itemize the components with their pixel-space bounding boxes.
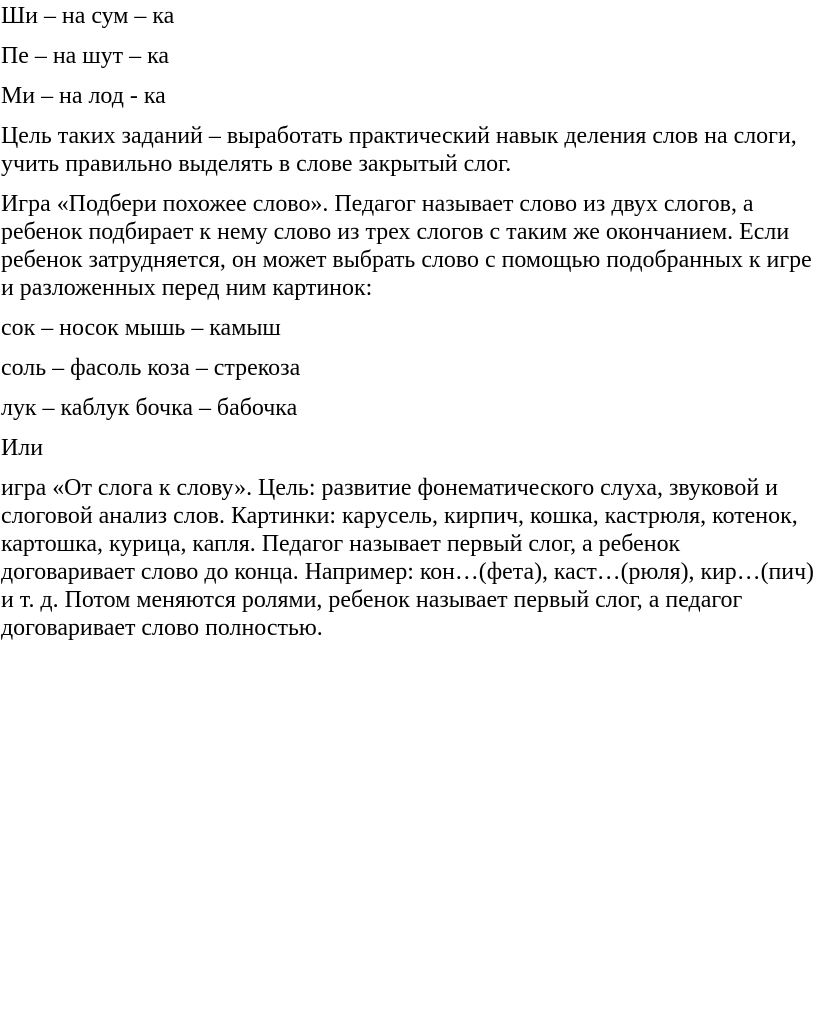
text-line: Пе – на шут – ка — [1, 43, 169, 69]
paragraph — [1, 394, 816, 422]
text-line: Ши – на сум – ка — [1, 3, 175, 29]
paragraph — [1, 2, 816, 30]
text-line: ребенок затрудняется, он может выбрать слово с помощью подобранных к игре — [1, 247, 812, 273]
text-line: Или — [1, 435, 44, 461]
text-line: Игра «Подбери похожее слово». Педагог называет слово из двух слогов, а — [1, 191, 754, 217]
text-line: и т. д. Потом меняются ролями, ребенок называет первый слог, а педагог — [1, 587, 743, 613]
paragraph — [1, 42, 816, 70]
text-line: картошка, курица, капля. Педагог называет первый слог, а ребенок — [1, 531, 681, 557]
paragraph — [1, 354, 816, 382]
text-line: игра «От слога к слову». Цель: развитие фонематического слуха, звуковой и — [1, 475, 778, 501]
text-line: сок – носок мышь – камыш — [1, 315, 281, 341]
text-line: соль – фасоль коза – стрекоза — [1, 355, 301, 381]
paragraph — [1, 122, 816, 178]
text-line: и разложенных перед ним картинок: — [1, 275, 373, 301]
paragraph — [1, 190, 816, 302]
text-line: Цель таких заданий – выработать практический навык деления слов на слоги, — [1, 123, 797, 149]
document-page — [1, 2, 816, 654]
text-line: ребенок подбирает к нему слово из трех слогов с таким же окончанием. Если — [1, 219, 790, 245]
text-line: учить правильно выделять в слове закрытый слог. — [1, 151, 512, 177]
text-line: договаривает слово полностью. — [1, 615, 323, 641]
text-line: договаривает слово до конца. Например: кон…(фета), каст…(рюля), кир…(пич) — [1, 559, 815, 585]
paragraph — [1, 314, 816, 342]
text-line: лук – каблук бочка – бабочка — [1, 395, 298, 421]
paragraph — [1, 474, 816, 642]
paragraph — [1, 82, 816, 110]
text-line: Ми – на лод - ка — [1, 83, 166, 109]
paragraph — [1, 434, 816, 462]
text-line: слоговой анализ слов. Картинки: карусель, кирпич, кошка, кастрюля, котенок, — [1, 503, 798, 529]
